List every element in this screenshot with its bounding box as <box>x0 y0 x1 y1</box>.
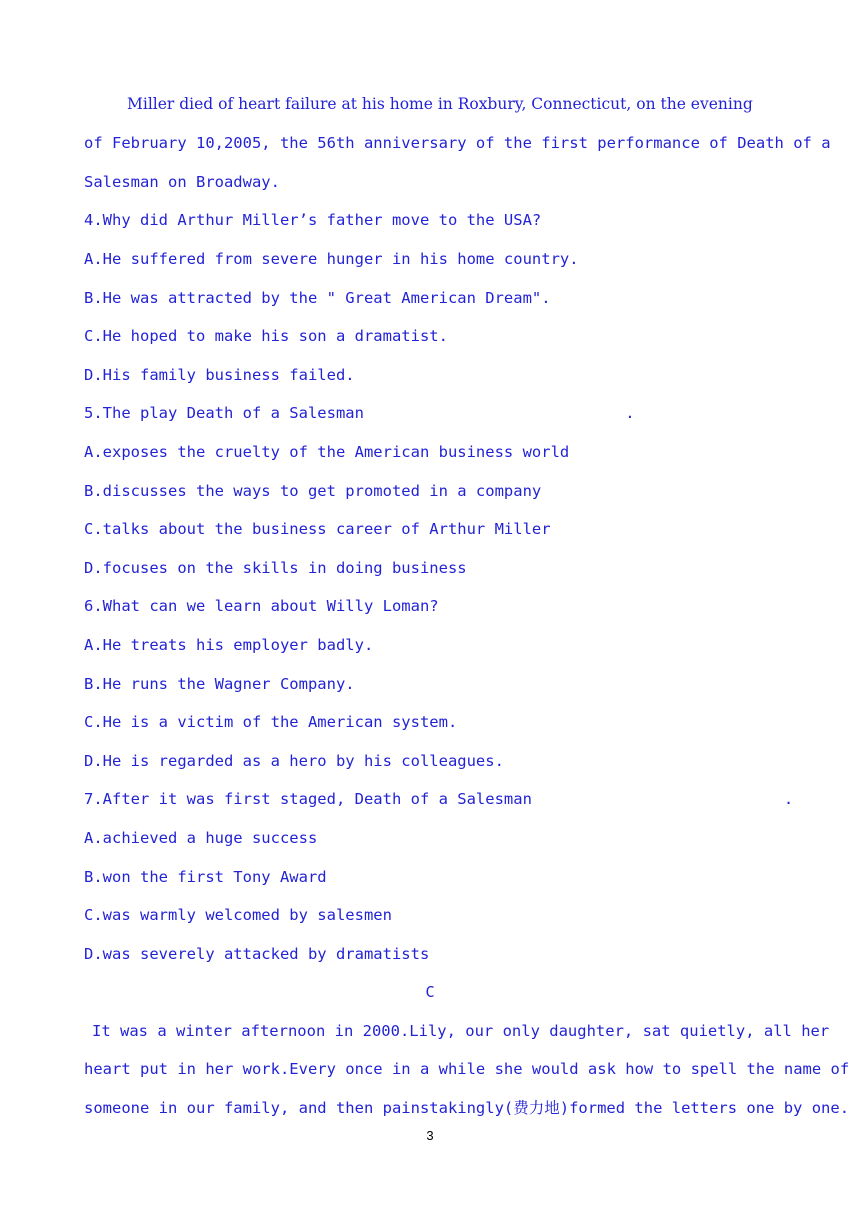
answer-option: A.achieved a huge success <box>84 829 318 847</box>
passage-line: Salesman on Broadway. <box>84 173 280 191</box>
page-number: 3 <box>426 1128 434 1143</box>
answer-option: B.He was attracted by the " Great American Dream". <box>84 289 551 307</box>
answer-option: B.He runs the Wagner Company. <box>84 675 355 693</box>
question-stem: 5.The play Death of a Salesman . <box>84 404 635 422</box>
answer-option: B.discusses the ways to get promoted in a company <box>84 482 542 500</box>
answer-option: D.was severely attacked by dramatists <box>84 945 430 963</box>
answer-option: D.He is regarded as a hero by his colleagues. <box>84 752 504 770</box>
answer-option: D.His family business failed. <box>84 366 355 384</box>
passage-line: Miller died of heart failure at his home in Roxbury, Connecticut, on the evening <box>127 95 753 113</box>
passage-line: someone in our family, and then painstakingly(费力地)formed the letters one by one. <box>84 1099 850 1117</box>
answer-option: D.focuses on the skills in doing business <box>84 559 467 577</box>
answer-option: C.He hoped to make his son a dramatist. <box>84 327 448 345</box>
answer-option: C.talks about the business career of Arthur Miller <box>84 520 551 538</box>
passage-line: heart put in her work.Every once in a while she would ask how to spell the name of <box>84 1060 850 1078</box>
answer-option: A.He treats his employer badly. <box>84 636 374 654</box>
answer-option: C.He is a victim of the American system. <box>84 713 458 731</box>
answer-option: C.was warmly welcomed by salesmen <box>84 906 392 924</box>
answer-option: A.exposes the cruelty of the American business world <box>84 443 570 461</box>
question-stem: 7.After it was first staged, Death of a Salesman . <box>84 790 794 808</box>
section-heading: C <box>425 983 435 1001</box>
question-stem: 4.Why did Arthur Miller’s father move to the USA? <box>84 211 542 229</box>
question-stem: 6.What can we learn about Willy Loman? <box>84 597 439 615</box>
answer-option: B.won the first Tony Award <box>84 868 327 886</box>
answer-option: A.He suffered from severe hunger in his home country. <box>84 250 579 268</box>
passage-line: of February 10,2005, the 56th anniversary of the first performance of Death of a <box>84 134 831 152</box>
passage-line: It was a winter afternoon in 2000.Lily, our only daughter, sat quietly, all her <box>92 1022 830 1040</box>
